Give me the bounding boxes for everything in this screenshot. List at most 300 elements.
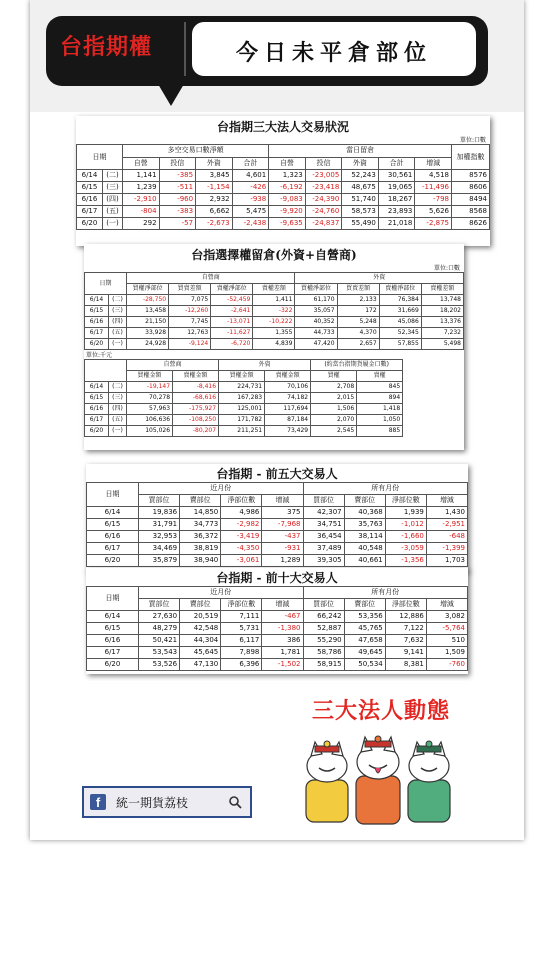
table-top5-traders (86, 464, 468, 572)
value-cell: 13,458 (127, 306, 169, 317)
value-cell: 5,626 (415, 206, 452, 218)
value-cell: -467 (262, 611, 303, 623)
date-cell: (四) (109, 404, 127, 415)
value-cell: 3,082 (426, 611, 467, 623)
column-header: 賣部位 (180, 495, 221, 507)
value-cell: 5,475 (232, 206, 269, 218)
value-cell: 8606 (452, 182, 490, 194)
date-header (85, 360, 127, 382)
value-cell: 1,239 (123, 182, 160, 194)
value-cell: 20,519 (180, 611, 221, 623)
table-row (87, 519, 468, 531)
column-header: 買權淨部位 (127, 284, 169, 295)
value-cell: 61,170 (295, 295, 337, 306)
group-header: 自營商 (127, 360, 219, 371)
value-cell: 35,057 (295, 306, 337, 317)
value-cell: 21,018 (378, 218, 415, 230)
value-cell: 49,645 (344, 647, 385, 659)
table-row (87, 647, 468, 659)
value-cell: 50,421 (139, 635, 180, 647)
value-cell: 6,117 (221, 635, 262, 647)
value-cell: 105,026 (127, 426, 173, 437)
value-cell: 52,887 (303, 623, 344, 635)
table-row (85, 404, 403, 415)
date-cell: (二) (109, 295, 127, 306)
value-cell: -23,418 (305, 182, 342, 194)
value-cell: 8568 (452, 206, 490, 218)
date-cell: (三) (109, 393, 127, 404)
column-header: 賣權 (357, 371, 403, 382)
value-cell: 1,506 (311, 404, 357, 415)
column-header: 賣部位 (344, 599, 385, 611)
table-row (85, 426, 403, 437)
date-cell: 6/20 (85, 339, 109, 350)
value-cell: -5,764 (426, 623, 467, 635)
value-cell: 32,953 (139, 531, 180, 543)
date-cell: (四) (109, 317, 127, 328)
value-cell: 5,731 (221, 623, 262, 635)
value-cell: 224,731 (219, 382, 265, 393)
value-cell: 1,418 (357, 404, 403, 415)
value-cell: 386 (262, 635, 303, 647)
value-cell: -10,222 (253, 317, 295, 328)
unit-label: 單位:千元 (86, 352, 113, 359)
table-row (87, 507, 468, 519)
column-header: 自營 (123, 157, 160, 170)
value-cell: 510 (426, 635, 467, 647)
value-cell: -437 (262, 531, 303, 543)
value-cell: 36,372 (180, 531, 221, 543)
banner-right-title: 今日未平倉部位 (235, 40, 432, 66)
value-cell: -57 (159, 218, 196, 230)
value-cell: -7,968 (262, 519, 303, 531)
column-header: 投信 (159, 157, 196, 170)
value-cell: -1,399 (426, 543, 467, 555)
value-cell: 51,740 (342, 194, 379, 206)
value-cell: -2,982 (221, 519, 262, 531)
value-cell: 4,370 (337, 328, 379, 339)
table-row (77, 206, 490, 218)
column-header: 淨部位數 (385, 495, 426, 507)
table-row (87, 659, 468, 671)
column-header: 賣權淨部位 (211, 284, 253, 295)
value-cell: 23,893 (378, 206, 415, 218)
value-cell: -24,837 (305, 218, 342, 230)
value-cell: -4,350 (221, 543, 262, 555)
value-cell: 34,751 (303, 519, 344, 531)
brand-title: 三大法人動態 (312, 699, 451, 724)
column-header: 增減 (262, 495, 303, 507)
value-cell: -322 (253, 306, 295, 317)
date-cell: 6/17 (87, 543, 139, 555)
value-cell: 47,130 (180, 659, 221, 671)
value-cell: 38,114 (344, 531, 385, 543)
value-cell: 40,352 (295, 317, 337, 328)
value-cell: 74,182 (265, 393, 311, 404)
date-cell: 6/15 (85, 393, 109, 404)
table-row (85, 415, 403, 426)
date-cell: 6/16 (87, 531, 139, 543)
date-cell: 6/20 (85, 426, 109, 437)
table-title: 台指期 - 前五大交易人 (216, 467, 338, 481)
value-cell: 845 (357, 382, 403, 393)
date-cell: (二) (103, 170, 123, 182)
date-cell: 6/14 (77, 170, 103, 182)
value-cell: 37,489 (303, 543, 344, 555)
date-cell: 6/20 (87, 555, 139, 567)
value-cell: 4,518 (415, 170, 452, 182)
value-cell: 1,939 (385, 507, 426, 519)
value-cell: 211,251 (219, 426, 265, 437)
value-cell: 48,675 (342, 182, 379, 194)
group-header: 外資 (219, 360, 311, 371)
value-cell: -108,250 (173, 415, 219, 426)
value-cell: -13,071 (211, 317, 253, 328)
date-cell: 6/14 (87, 507, 139, 519)
value-cell: -12,260 (169, 306, 211, 317)
column-header: 買部位 (139, 599, 180, 611)
value-cell: -24,760 (305, 206, 342, 218)
value-cell: -9,920 (269, 206, 306, 218)
cat-middle (356, 736, 400, 824)
value-cell: 55,490 (342, 218, 379, 230)
value-cell: 3,845 (196, 170, 233, 182)
date-header: 日期 (85, 273, 127, 295)
value-cell: 55,290 (303, 635, 344, 647)
date-header: 日期 (77, 145, 123, 170)
value-cell: 76,384 (379, 295, 421, 306)
date-cell: 6/17 (87, 647, 139, 659)
column-header: 買部位 (303, 495, 344, 507)
value-cell: 2,932 (196, 194, 233, 206)
value-cell: 5,498 (421, 339, 463, 350)
value-cell: 1,509 (426, 647, 467, 659)
column-header: 賣部位 (344, 495, 385, 507)
value-cell: 66,242 (303, 611, 344, 623)
value-cell: 38,819 (180, 543, 221, 555)
date-cell: 6/17 (77, 206, 103, 218)
value-cell: 19,065 (378, 182, 415, 194)
column-header: 賣權差額 (421, 284, 463, 295)
value-cell: 2,657 (337, 339, 379, 350)
column-header: 賣權金額 (265, 371, 311, 382)
cat-mascots-illustration (298, 730, 458, 830)
table-row (87, 611, 468, 623)
column-header: 增減 (426, 599, 467, 611)
group-header: 所有月份 (303, 587, 468, 599)
table-row (87, 543, 468, 555)
value-cell: -52,459 (211, 295, 253, 306)
value-cell: -2,875 (415, 218, 452, 230)
date-cell: 6/20 (87, 659, 139, 671)
group-header: 自營商 (127, 273, 295, 284)
value-cell: -175,927 (173, 404, 219, 415)
date-cell: (五) (103, 206, 123, 218)
group-header: 近月份 (139, 483, 304, 495)
value-cell: -426 (232, 182, 269, 194)
value-cell: 6,396 (221, 659, 262, 671)
value-cell: -3,061 (221, 555, 262, 567)
value-cell: -11,496 (415, 182, 452, 194)
value-cell: 39,305 (303, 555, 344, 567)
search-icon[interactable] (228, 795, 242, 809)
value-cell: 1,703 (426, 555, 467, 567)
table-row (87, 623, 468, 635)
value-cell: 40,548 (344, 543, 385, 555)
value-cell: 885 (357, 426, 403, 437)
value-cell: -9,083 (269, 194, 306, 206)
value-cell: -80,207 (173, 426, 219, 437)
value-cell: -1,012 (385, 519, 426, 531)
table-row (85, 328, 464, 339)
column-header: 買權金額 (127, 371, 173, 382)
facebook-page-search-box[interactable] (82, 786, 252, 818)
value-cell: 40,661 (344, 555, 385, 567)
value-cell: 7,745 (169, 317, 211, 328)
column-header: 合計 (232, 157, 269, 170)
value-cell: 8494 (452, 194, 490, 206)
value-cell: 70,278 (127, 393, 173, 404)
value-cell: 27,630 (139, 611, 180, 623)
unit-label: 單位:口數 (459, 137, 486, 144)
value-cell: 44,304 (180, 635, 221, 647)
column-header: 自營 (269, 157, 306, 170)
value-cell: 73,429 (265, 426, 311, 437)
index-header: 加權指數 (452, 145, 490, 170)
table-title: 台指期 - 前十大交易人 (216, 571, 338, 585)
value-cell: -385 (159, 170, 196, 182)
value-cell: 33,928 (127, 328, 169, 339)
value-cell: -798 (415, 194, 452, 206)
value-cell: -6,192 (269, 182, 306, 194)
value-cell: 7,232 (421, 328, 463, 339)
date-cell: 6/14 (87, 611, 139, 623)
value-cell: 12,763 (169, 328, 211, 339)
group-header: (約當台指期貨履金口數) (311, 360, 403, 371)
column-header: 外資 (196, 157, 233, 170)
column-header: 買權 (311, 371, 357, 382)
table-top10-traders (86, 568, 468, 674)
value-cell: -1,380 (262, 623, 303, 635)
value-cell: 34,773 (180, 519, 221, 531)
value-cell: 4,986 (221, 507, 262, 519)
column-header: 淨部位數 (221, 495, 262, 507)
value-cell: 2,070 (311, 415, 357, 426)
group-header: 所有月份 (303, 483, 468, 495)
value-cell: 12,886 (385, 611, 426, 623)
value-cell: 30,561 (378, 170, 415, 182)
value-cell: 2,708 (311, 382, 357, 393)
value-cell: -1,356 (385, 555, 426, 567)
table-options-positions (84, 244, 464, 450)
group-header: 近月份 (139, 587, 304, 599)
value-cell: 2,133 (337, 295, 379, 306)
value-cell: 47,420 (295, 339, 337, 350)
date-cell: (二) (109, 382, 127, 393)
value-cell: 1,411 (253, 295, 295, 306)
value-cell: 52,345 (379, 328, 421, 339)
value-cell: 45,086 (379, 317, 421, 328)
date-cell: 6/15 (85, 306, 109, 317)
value-cell: -3,419 (221, 531, 262, 543)
value-cell: 45,645 (180, 647, 221, 659)
value-cell: 1,430 (426, 507, 467, 519)
table-row (85, 295, 464, 306)
value-cell: -383 (159, 206, 196, 218)
value-cell: 47,658 (344, 635, 385, 647)
value-cell: 13,748 (421, 295, 463, 306)
banner-divider (184, 22, 186, 76)
value-cell: 14,850 (180, 507, 221, 519)
value-cell: 31,669 (379, 306, 421, 317)
value-cell: -1,660 (385, 531, 426, 543)
column-header: 外資 (342, 157, 379, 170)
value-cell: 167,283 (219, 393, 265, 404)
column-header: 賣權淨部位 (379, 284, 421, 295)
banner-left-title: 台指期權 (60, 35, 153, 60)
value-cell: -28,750 (127, 295, 169, 306)
value-cell: -24,390 (305, 194, 342, 206)
value-cell: 7,111 (221, 611, 262, 623)
top10-table (86, 586, 468, 671)
value-cell: 8576 (452, 170, 490, 182)
value-cell: 6,662 (196, 206, 233, 218)
value-cell: -1,154 (196, 182, 233, 194)
banner-pointer (158, 84, 184, 106)
value-cell: 1,355 (253, 328, 295, 339)
date-header: 日期 (87, 483, 139, 507)
date-cell: 6/16 (77, 194, 103, 206)
table-row (77, 194, 490, 206)
value-cell: 58,786 (303, 647, 344, 659)
value-cell: 8,381 (385, 659, 426, 671)
value-cell: 57,855 (379, 339, 421, 350)
value-cell: -11,627 (211, 328, 253, 339)
table-row (87, 531, 468, 543)
date-cell: 6/16 (87, 635, 139, 647)
date-cell: 6/17 (85, 415, 109, 426)
value-cell: 50,534 (344, 659, 385, 671)
value-cell: 24,928 (127, 339, 169, 350)
value-cell: -804 (123, 206, 160, 218)
value-cell: 4,839 (253, 339, 295, 350)
value-cell: 8626 (452, 218, 490, 230)
value-cell: 172 (337, 306, 379, 317)
value-cell: 117,694 (265, 404, 311, 415)
date-cell: (三) (103, 182, 123, 194)
table-row (87, 635, 468, 647)
table-row (87, 555, 468, 567)
column-header: 買權淨部位 (295, 284, 337, 295)
value-cell: 2,545 (311, 426, 357, 437)
value-cell: -511 (159, 182, 196, 194)
date-cell: 6/15 (87, 623, 139, 635)
date-cell: 6/17 (85, 328, 109, 339)
value-cell: 375 (262, 507, 303, 519)
value-cell: -3,059 (385, 543, 426, 555)
date-cell: (五) (109, 328, 127, 339)
column-header: 淨部位數 (385, 599, 426, 611)
value-cell: 1,289 (262, 555, 303, 567)
value-cell: -760 (426, 659, 467, 671)
value-cell: 5,248 (337, 317, 379, 328)
value-cell: 9,141 (385, 647, 426, 659)
value-cell: -9,635 (269, 218, 306, 230)
table-row (85, 382, 403, 393)
unit-label: 單位:口數 (433, 265, 460, 272)
column-header: 增減 (426, 495, 467, 507)
date-cell: 6/14 (85, 382, 109, 393)
value-cell: -8,416 (173, 382, 219, 393)
table-row (85, 306, 464, 317)
date-cell: 6/20 (77, 218, 103, 230)
date-cell: 6/16 (85, 317, 109, 328)
date-cell: (一) (103, 218, 123, 230)
value-cell: 57,963 (127, 404, 173, 415)
value-cell: 7,122 (385, 623, 426, 635)
date-cell: (四) (103, 194, 123, 206)
value-cell: -648 (426, 531, 467, 543)
top5-table (86, 482, 468, 567)
group-header: 當日留倉 (269, 145, 452, 158)
value-cell: -9,124 (169, 339, 211, 350)
value-cell: 7,075 (169, 295, 211, 306)
value-cell: 45,765 (344, 623, 385, 635)
value-cell: -2,438 (232, 218, 269, 230)
futures-table (76, 144, 490, 230)
facebook-page-name: 統一期貨荔枝 (116, 795, 189, 810)
options-amount-table (84, 359, 403, 437)
column-header: 淨部位數 (221, 599, 262, 611)
value-cell: 7,898 (221, 647, 262, 659)
value-cell: 53,543 (139, 647, 180, 659)
value-cell: 4,601 (232, 170, 269, 182)
value-cell: 35,763 (344, 519, 385, 531)
value-cell: -2,910 (123, 194, 160, 206)
column-header: 合計 (378, 157, 415, 170)
value-cell: 48,279 (139, 623, 180, 635)
table-institutional-futures (76, 116, 490, 246)
table-title: 台指選擇權留倉(外資+自營商) (191, 248, 357, 262)
column-header: 買部位 (139, 495, 180, 507)
value-cell: 38,940 (180, 555, 221, 567)
value-cell: 1,050 (357, 415, 403, 426)
date-cell: (一) (109, 339, 127, 350)
value-cell: 18,267 (378, 194, 415, 206)
group-header: 外資 (295, 273, 464, 284)
value-cell: 19,836 (139, 507, 180, 519)
value-cell: 18,202 (421, 306, 463, 317)
facebook-icon: f (90, 794, 106, 810)
value-cell: -960 (159, 194, 196, 206)
date-cell: 6/16 (85, 404, 109, 415)
date-cell: 6/15 (77, 182, 103, 194)
table-row (77, 170, 490, 182)
value-cell: 58,915 (303, 659, 344, 671)
value-cell: 1,781 (262, 647, 303, 659)
column-header: 賣權差額 (253, 284, 295, 295)
date-cell: 6/14 (85, 295, 109, 306)
table-row (77, 218, 490, 230)
table-row (85, 393, 403, 404)
value-cell: 7,632 (385, 635, 426, 647)
value-cell: 894 (357, 393, 403, 404)
value-cell: 87,184 (265, 415, 311, 426)
value-cell: 58,573 (342, 206, 379, 218)
column-header: 買權金額 (219, 371, 265, 382)
value-cell: 35,879 (139, 555, 180, 567)
value-cell: 36,454 (303, 531, 344, 543)
